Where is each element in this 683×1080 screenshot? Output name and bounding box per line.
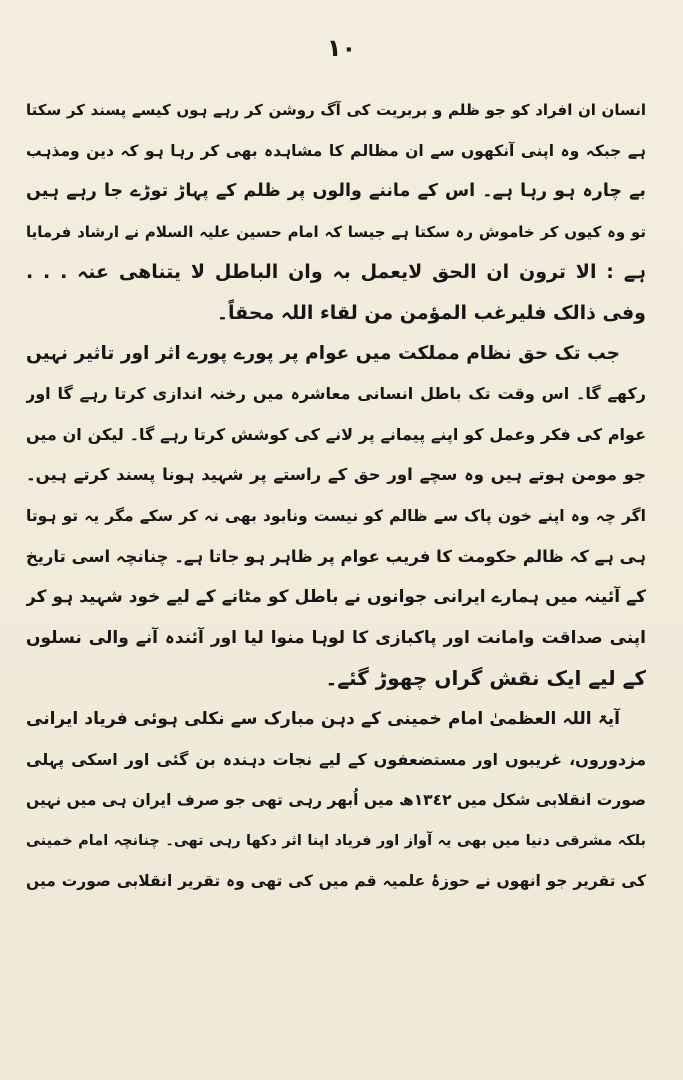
text-line: آیۃ اللہ العظمیٰ امام خمینی کے دہن مبارک سے نکلی ہوئی فریاد ایرانی	[26, 708, 620, 729]
text-line: تو وہ کیوں کر خاموش رہ سکتا ہے جیسا کہ امام حسین علیہ السلام نے ارشاد فرمایا	[26, 222, 646, 241]
text-line: بے چارہ ہو رہا ہے۔ اس کے ماننے والوں پر ظلم کے پہاڑ توڑے جا رہے ہیں	[26, 181, 646, 202]
text-line: جو مومن ہوتے ہیں وہ سچے اور حق کے راستے پر شہید ہونا پسند کرتے ہیں۔	[26, 465, 646, 485]
quote-line: ہے : الا ترون ان الحق لایعمل بہ وان الباطل لا یتناھی عنہ . . .	[26, 261, 646, 284]
text-line: مزدوروں، غریبوں اور مستضعفوں کے لیے نجات دہندہ بن گئی اور اسکی پہلی	[26, 749, 646, 769]
text-line: رکھے گا۔ اس وقت تک باطل انسانی معاشرہ میں رخنہ اندازی کرتا رہے گا اور	[26, 384, 646, 404]
text-line: اگر چہ وہ اپنے خون پاک سے ظالم کو نیست ونابود بھی نہ کر سکے مگر یہ تو ہوتا	[26, 506, 646, 525]
text-line: کے لیے ایک نقش گراں چھوڑ گئے۔	[325, 666, 646, 691]
quote-line: وفی ذالک فلیرغب المؤمن من لقاء اللہ محقاً۔	[216, 301, 646, 324]
text-line: جب تک حق نظام مملکت میں عوام پر پورے پورے اثر اور تاثیر نہیں	[26, 342, 620, 364]
text-line: ہے جبکہ وہ اپنی آنکھوں سے ان مظالم کا مشاہدہ بھی کر رہا ہو کہ دین ومذہب	[26, 141, 646, 160]
text-line: کی تقریر جو انھوں نے حوزۂ علمیہ قم میں کی تھی وہ تقریر انقلابی صورت میں	[26, 872, 646, 891]
text-line: انسان ان افراد کو جو ظلم و بربریت کی آگ روشن کر رہے ہوں کیسے پسند کر سکتا	[26, 101, 646, 119]
page-number: ١٠	[326, 34, 357, 62]
text-line: بلکہ مشرقی دنیا میں بھی یہ آواز اور فریاد اپنا اثر دکھا رہی تھی۔ چنانچہ امام خمینی	[26, 832, 646, 849]
body-text	[26, 90, 646, 902]
text-line: کے آئینہ میں ہمارے ایرانی جوانوں نے باطل کو مٹانے کے لیے خود شہید ہو کر	[26, 587, 646, 608]
text-line: صورت انقلابی شکل میں ١٣٤٢ھ میں اُبھر رہی تھی جو صرف ایران ہی میں نہیں	[26, 791, 646, 810]
text-line: اپنی صداقت وامانت اور پاکبازی کا لوہا منوا لیا اور آئندہ آنے والی نسلوں	[26, 627, 646, 648]
text-line: ہی ہے کہ ظالم حکومت کا فریب عوام پر ظاہر ہو جاتا ہے۔ چنانچہ اسی تاریخ	[26, 546, 646, 566]
text-line: عوام کی فکر وعمل کو اپنے پیمانے پر لانے کی کوشش کرتا رہے گا۔ لیکن ان میں	[26, 424, 646, 444]
